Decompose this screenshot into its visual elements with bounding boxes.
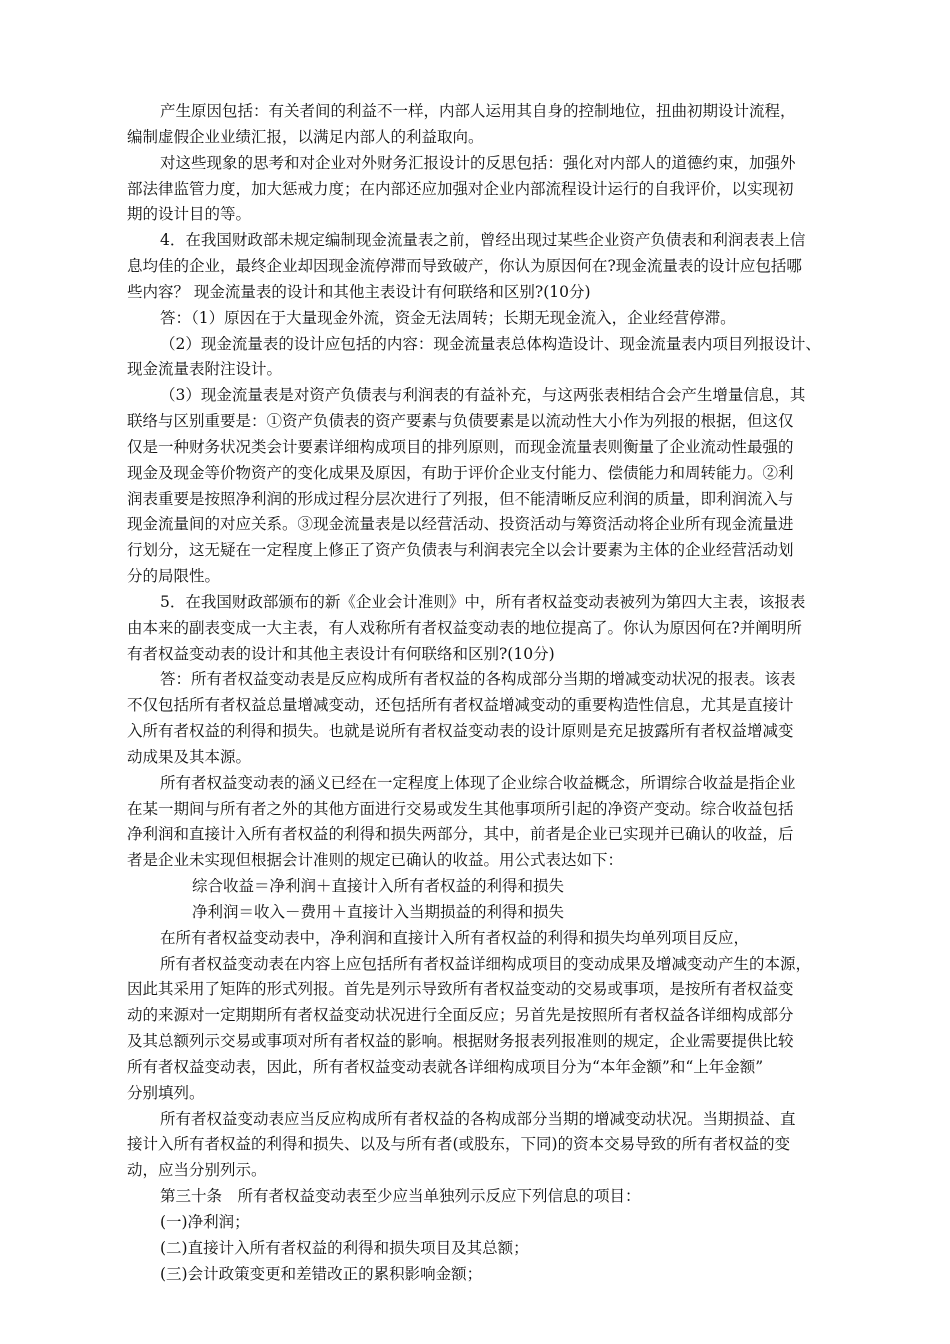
formula-line: 净利润＝收入－费用＋直接计入当期损益的利得和损失 — [192, 903, 565, 921]
text-line: （3）现金流量表是对资产负债表与利润表的有益补充，与这两张表相结合会产生增量信息，其 — [160, 386, 806, 404]
text-line: 在所有者权益变动表中，净利润和直接计入所有者权益的利得和损失均单列项目反应， — [160, 929, 750, 947]
text-line: （2）现金流量表的设计应包括的内容：现金流量表总体构造设计、现金流量表内项目列报设计、 — [160, 335, 821, 353]
text-line: 分别填列。 — [127, 1084, 205, 1102]
text-line: 在某一期间与所有者之外的其他方面进行交易或发生其他事项所引起的净资产变动。综合收益包括 — [127, 800, 794, 818]
text-line: 产生原因包括：有关者间的利益不一样，内部人运用其自身的控制地位，扭曲初期设计流程， — [160, 102, 796, 120]
text-line: 联络与区别重要是：①资产负债表的资产要素与负债要素是以流动性大小作为列报的根据，但这仅 — [127, 412, 794, 430]
text-line: 所有者权益变动表，因此，所有者权益变动表就各详细构成项目分为“本年金额”和“上年金额” — [127, 1058, 764, 1076]
text-line: 接计入所有者权益的利得和损失、以及与所有者(或股东，下同)的资本交易导致的所有者权益的变 — [127, 1135, 791, 1153]
text-line: 动，应当分别列示。 — [127, 1161, 267, 1179]
text-line: 者是企业未实现但根据会计准则的规定已确认的收益。用公式表达如下： — [127, 851, 624, 869]
text-line: 部法律监管力度，加大惩戒力度；在内部还应加强对企业内部流程设计运行的自我评价，以实现初 — [127, 180, 794, 198]
text-line: 行划分，这无疑在一定程度上修正了资产负债表与利润表完全以会计要素为主体的企业经营活动划 — [127, 541, 794, 559]
text-line: 所有者权益变动表应当反应构成所有者权益的各构成部分当期的增减变动状况。当期损益、直 — [160, 1110, 796, 1128]
text-line: 答：所有者权益变动表是反应构成所有者权益的各构成部分当期的增减变动状况的报表。该表 — [160, 670, 796, 688]
text-line: 5．在我国财政部颁布的新《企业会计准则》中，所有者权益变动表被列为第四大主表，该报表 — [160, 593, 806, 611]
text-line: 所有者权益变动表的涵义已经在一定程度上体现了企业综合收益概念，所谓综合收益是指企业 — [160, 774, 796, 792]
text-line: 第三十条 所有者权益变动表至少应当单独列示反应下列信息的项目： — [160, 1187, 641, 1205]
text-line: 润表重要是按照净利润的形成过程分层次进行了列报，但不能清晰反应利润的质量，即利润流入与 — [127, 490, 794, 508]
text-line: 期的设计目的等。 — [127, 205, 252, 223]
text-line: 动的来源对一定期期所有者权益变动状况进行全面反应；另首先是按照所有者权益各详细构成部分 — [127, 1006, 794, 1024]
list-item: (二)直接计入所有者权益的利得和损失项目及其总额； — [160, 1239, 529, 1257]
formula-line: 综合收益＝净利润＋直接计入所有者权益的利得和损失 — [192, 877, 565, 895]
text-line: 不仅包括所有者权益总量增减变动，还包括所有者权益增减变动的重要构造性信息，尤其是直接计 — [127, 696, 794, 714]
text-line: 因此其采用了矩阵的形式列报。首先是列示导致所有者权益变动的交易或事项，是按所有者权益变 — [127, 980, 794, 998]
text-line: 现金及现金等价物资产的变化成果及原因，有助于评价企业支付能力、偿债能力和周转能力。②利 — [127, 464, 794, 482]
text-line: 仅是一种财务状况类会计要素详细构成项目的排列原则，而现金流量表则衡量了企业流动性最强的 — [127, 438, 794, 456]
text-line: 由本来的副表变成一大主表，有人戏称所有者权益变动表的地位提高了。你认为原因何在?并阐明所 — [127, 619, 802, 637]
text-line: 些内容？ 现金流量表的设计和其他主表设计有何联络和区别?(10分) — [127, 283, 591, 301]
text-line: 息均佳的企业，最终企业却因现金流停滞而导致破产，你认为原因何在?现金流量表的设计应包括哪 — [127, 257, 802, 275]
text-line: 分的局限性。 — [127, 567, 221, 585]
list-item: (一)净利润； — [160, 1213, 250, 1231]
text-line: 4．在我国财政部未规定编制现金流量表之前，曾经出现过某些企业资产负债表和利润表表上信 — [160, 231, 806, 249]
text-line: 答：（1）原因在于大量现金外流，资金无法周转；长期无现金流入，企业经营停滞。 — [160, 309, 736, 327]
text-line: 对这些现象的思考和对企业对外财务汇报设计的反思包括：强化对内部人的道德约束，加强外 — [160, 154, 796, 172]
text-line: 动成果及其本源。 — [127, 748, 252, 766]
text-line: 现金流量表附注设计。 — [127, 360, 283, 378]
text-line: 编制虚假企业业绩汇报，以满足内部人的利益取向。 — [127, 128, 484, 146]
text-line: 入所有者权益的利得和损失。也就是说所有者权益变动表的设计原则是充足披露所有者权益增减变 — [127, 722, 794, 740]
text-line: 所有者权益变动表在内容上应包括所有者权益详细构成项目的变动成果及增减变动产生的本源， — [160, 955, 812, 973]
text-line: 净利润和直接计入所有者权益的利得和损失两部分，其中，前者是企业已实现并已确认的收益，后 — [127, 825, 794, 843]
text-line: 及其总额列示交易或事项对所有者权益的影响。根据财务报表列报准则的规定，企业需要提供比较 — [127, 1032, 794, 1050]
list-item: (三)会计政策变更和差错改正的累积影响金额； — [160, 1265, 483, 1283]
text-line: 现金流量间的对应关系。③现金流量表是以经营活动、投资活动与筹资活动将企业所有现金流量进 — [127, 515, 794, 533]
text-line: 有者权益变动表的设计和其他主表设计有何联络和区别?(10分) — [127, 645, 555, 663]
